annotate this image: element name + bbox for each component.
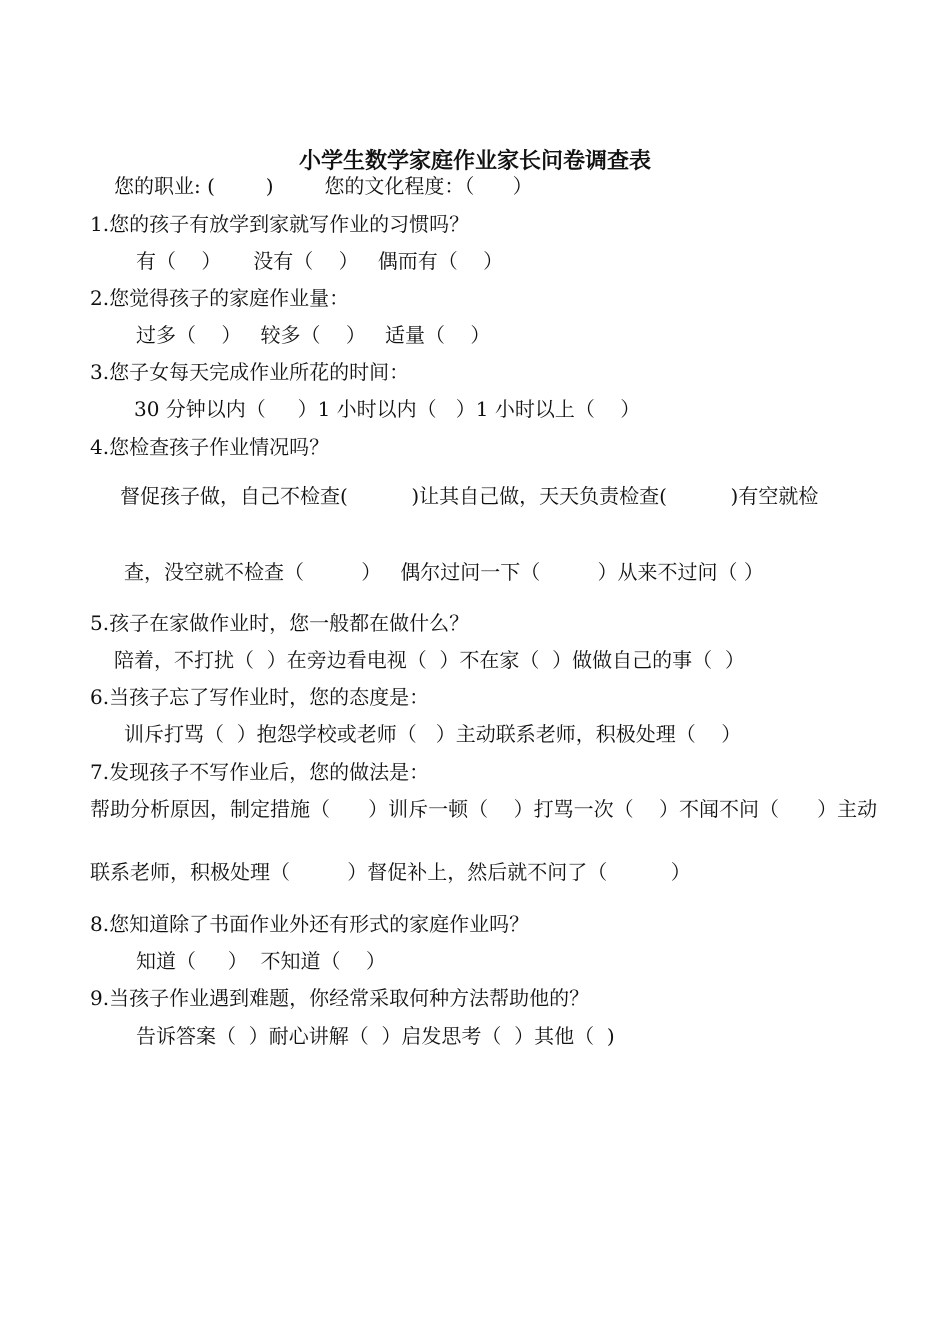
options-4a: 督促孩子做，自己不检查( )让其自己做，天天负责检查( )有空就检: [120, 484, 819, 508]
options-1: 有（ ） 没有（ ） 偶而有（ ）: [136, 249, 504, 273]
question-6: 6.当孩子忘了写作业时，您的态度是：: [90, 685, 430, 709]
question-2: 2.您觉得孩子的家庭作业量：: [90, 286, 350, 310]
page-title: 小学生数学家庭作业家长问卷调查表: [298, 149, 651, 174]
options-6: 训斥打骂（ ）抱怨学校或老师（ ）主动联系老师，积极处理（ ）: [124, 722, 742, 746]
question-8: 8.您知道除了书面作业外还有形式的家庭作业吗？: [90, 912, 530, 936]
options-2: 过多（ ） 较多（ ） 适量（ ）: [136, 323, 491, 347]
question-7: 7.发现孩子不写作业后，您的做法是：: [90, 760, 430, 784]
question-3: 3.您子女每天完成作业所花的时间：: [90, 360, 410, 384]
options-7a: 帮助分析原因，制定措施（ ）训斥一顿（ ）打骂一次（ ）不闻不问（ ）主动: [90, 797, 878, 821]
question-1: 1.您的孩子有放学到家就写作业的习惯吗？: [90, 212, 470, 236]
options-3: 30 分钟以内（ ）1 小时以内（ ）1 小时以上（ ）: [134, 397, 641, 421]
options-7b: 联系老师，积极处理（ ）督促补上，然后就不问了（ ）: [90, 860, 691, 884]
options-8: 知道（ ） 不知道（ ）: [136, 949, 386, 973]
question-9: 9.当孩子作业遇到难题，你经常采取何种方法帮助他的？: [90, 986, 590, 1010]
header-line: 您的职业: ( ) 您的文化程度：（ ）: [114, 174, 533, 198]
options-5: 陪着，不打扰（ ）在旁边看电视（ ）不在家（ ）做做自己的事（ ）: [114, 648, 745, 672]
options-4b: 查，没空就不检查（ ） 偶尔过问一下（ ）从来不过问（ ）: [124, 560, 764, 584]
question-4: 4.您检查孩子作业情况吗？: [90, 435, 330, 459]
options-9: 告诉答案（ ）耐心讲解（ ）启发思考（ ）其他（ ): [136, 1024, 615, 1048]
question-5: 5.孩子在家做作业时，您一般都在做什么？: [90, 611, 470, 635]
